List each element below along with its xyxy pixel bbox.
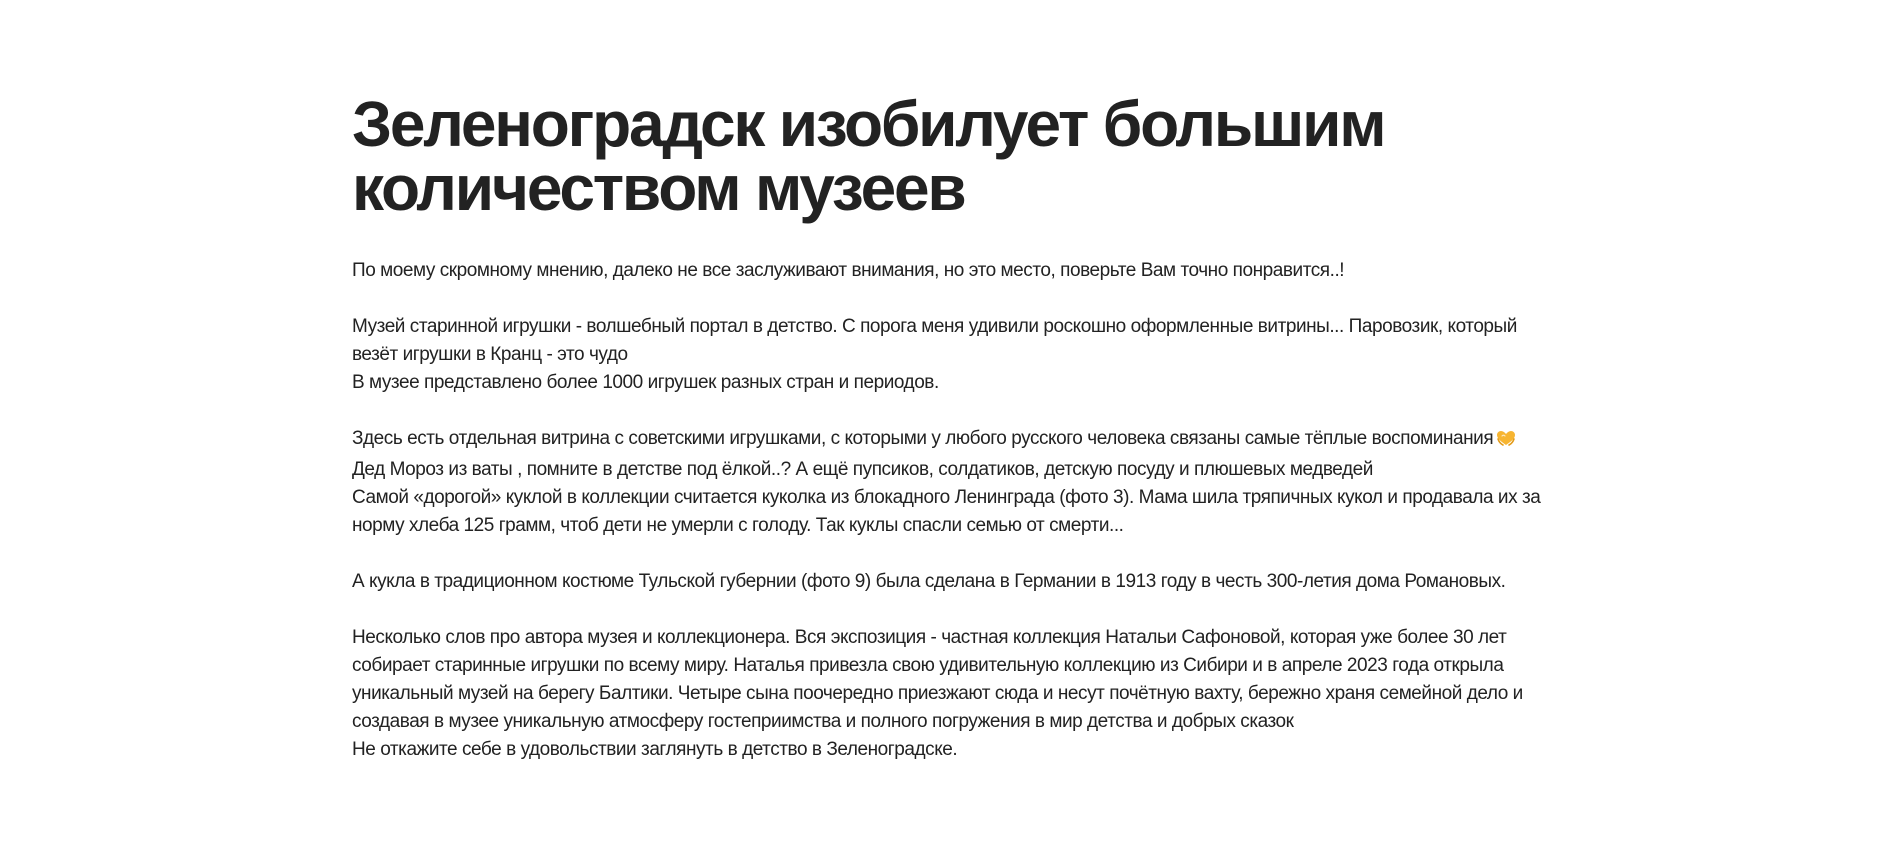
paragraph-line: А кукла в традиционном костюме Тульской губернии (фото 9) была сделана в Германии в 1913 году в честь 300-летия дома Романовых. bbox=[352, 571, 1506, 592]
paragraph-tula-doll bbox=[352, 568, 1572, 596]
heart-hands-icon bbox=[1495, 428, 1517, 456]
paragraph-intro bbox=[352, 257, 1572, 285]
title-line: количеством музеев bbox=[352, 152, 965, 224]
paragraph-line: собирает старинные игрушки по всему миру. Наталья привезла свою удивительную коллекцию из Сибири и в апреле 2023 года открыла bbox=[352, 655, 1504, 676]
article-title bbox=[352, 88, 1572, 224]
paragraph-line-with-emoji bbox=[352, 425, 1572, 456]
paragraph-museum bbox=[352, 313, 1572, 397]
paragraph-line-text: Здесь есть отдельная витрина с советскими игрушками, с которыми у любого русского человека связаны самые тёплые воспоминания bbox=[352, 428, 1494, 449]
paragraph-line: уникальный музей на берегу Балтики. Четыре сына поочередно приезжают сюда и несут почётную вахту, бережно храня семейной дело и bbox=[352, 683, 1523, 704]
paragraph-author bbox=[352, 624, 1572, 764]
title-line: Зеленоградск изобилует большим bbox=[352, 88, 1385, 160]
paragraph-line: Несколько слов про автора музея и коллекционера. Вся экспозиция - частная коллекция Натальи Сафоновой, которая уже более 30 лет bbox=[352, 627, 1507, 648]
paragraph-line: создавая в музее уникальную атмосферу гостеприимства и полного погружения в мир детства и добрых сказок bbox=[352, 711, 1294, 732]
paragraph-line: норму хлеба 125 грамм, чтоб дети не умерли с голоду. Так куклы спасли семью от смерти... bbox=[352, 515, 1124, 536]
paragraph-line: Музей старинной игрушки - волшебный портал в детство. С порога меня удивили роскошно оформленные витрины... Паровозик, который bbox=[352, 316, 1517, 337]
paragraph-line: По моему скромному мнению, далеко не все заслуживают внимания, но это место, поверьте Вам точно понравится..! bbox=[352, 260, 1345, 281]
paragraph-line: В музее представлено более 1000 игрушек разных стран и периодов. bbox=[352, 372, 939, 393]
paragraph-line: Не откажите себе в удовольствии заглянуть в детство в Зеленоградске. bbox=[352, 739, 958, 760]
article-body bbox=[352, 257, 1572, 764]
paragraph-line: везёт игрушки в Кранц - это чудо bbox=[352, 344, 628, 365]
paragraph-line: Самой «дорогой» куклой в коллекции считается куколка из блокадного Ленинграда (фото 3). Мама шила тряпичных кукол и продавала их за bbox=[352, 487, 1541, 508]
article bbox=[352, 88, 1572, 764]
paragraph-soviet-toys bbox=[352, 425, 1572, 540]
paragraph-line: Дед Мороз из ваты , помните в детстве под ёлкой..? А ещё пупсиков, солдатиков, детскую посуду и плюшевых медведей bbox=[352, 459, 1373, 480]
